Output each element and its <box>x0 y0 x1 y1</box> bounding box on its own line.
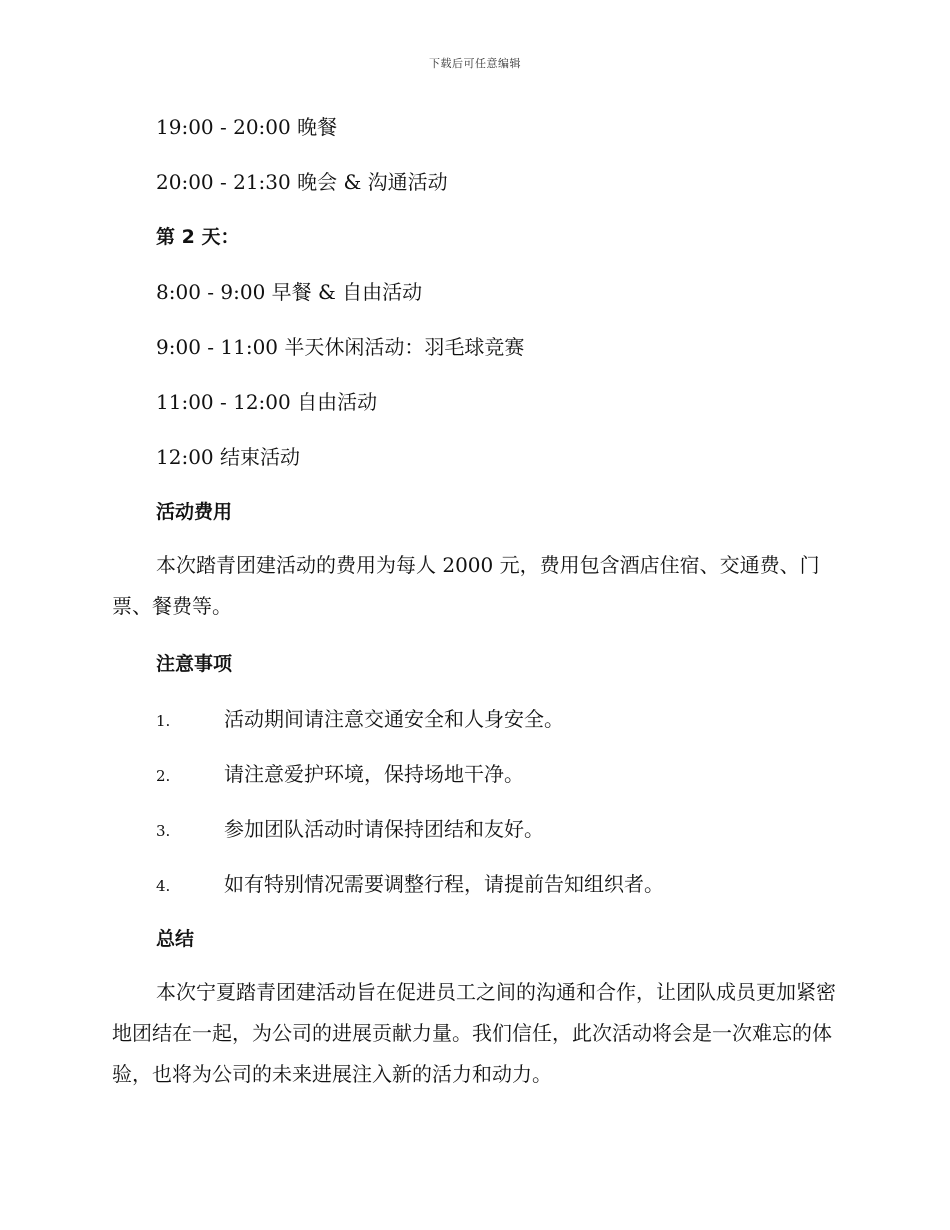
list-number: 1. <box>156 712 171 730</box>
day2-item-free: 11:00 - 12:00 自由活动 <box>156 390 378 414</box>
notes-list-item <box>156 705 564 735</box>
day2-item-badminton: 9:00 - 11:00 半天休闲活动：羽毛球竞赛 <box>156 335 525 359</box>
cost-heading: 活动费用 <box>156 501 233 523</box>
list-text: 活动期间请注意交通安全和人身安全。 <box>224 707 564 731</box>
day2-heading: 第 2 天： <box>156 226 240 248</box>
schedule-item-dinner: 19:00 - 20:00 晚餐 <box>156 115 338 139</box>
notes-list-item <box>156 815 544 845</box>
summary-paragraph: 本次宁夏踏青团建活动旨在促进员工之间的沟通和合作，让团队成员更加紧密地团结在一起，为公司的进展贡献力量。我们信任，此次活动将会是一次难忘的体验，也将为公司的未来进展注入新的活力和动力。 <box>112 980 836 1086</box>
list-number: 2. <box>156 767 171 785</box>
day2-item-end: 12:00 结束活动 <box>156 445 300 469</box>
cost-paragraph: 本次踏青团建活动的费用为每人 2000 元，费用包含酒店住宿、交通费、门票、餐费等。 <box>112 553 820 618</box>
schedule-item-party: 20:00 - 21:30 晚会 & 沟通活动 <box>156 170 448 194</box>
list-text: 参加团队活动时请保持团结和友好。 <box>224 817 544 841</box>
summary-heading: 总结 <box>156 928 195 950</box>
notes-list-item <box>156 870 664 900</box>
list-number: 3. <box>156 822 171 840</box>
page-header: 下载后可任意编辑 <box>429 57 521 70</box>
notes-heading: 注意事项 <box>156 653 233 675</box>
notes-list-item <box>156 760 524 790</box>
list-text: 如有特别情况需要调整行程，请提前告知组织者。 <box>224 872 664 896</box>
day2-item-breakfast: 8:00 - 9:00 早餐 & 自由活动 <box>156 280 423 304</box>
list-number: 4. <box>156 877 171 895</box>
list-text: 请注意爱护环境，保持场地干净。 <box>224 762 524 786</box>
